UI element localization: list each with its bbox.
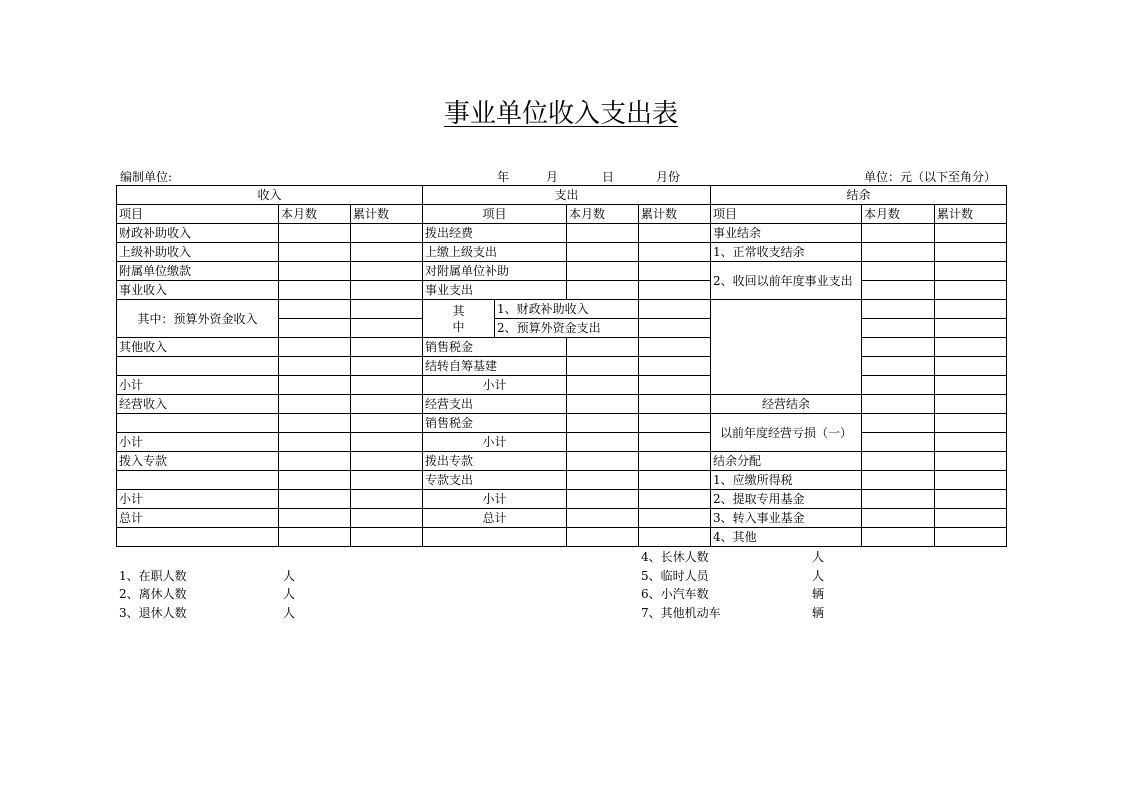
table-row [117,471,1007,490]
column-header-row [117,205,1007,224]
balance-item: 2、收回以前年度事业支出 [711,262,862,300]
expense-section-header: 支出 [423,186,711,205]
value-cell [639,243,711,262]
balance-item: 经营结余 [711,395,862,414]
value-cell [351,338,423,357]
month-period-label: 月份 [656,170,681,184]
income-item-header: 项目 [117,205,279,224]
value-cell [639,300,711,319]
expense-month-header: 本月数 [567,205,639,224]
income-section-header: 收入 [117,186,423,205]
value-cell [351,357,423,376]
value-cell [935,395,1007,414]
footer-temporary-label: 5、临时人员 [641,569,709,583]
table-row [117,433,1007,452]
value-cell [639,509,711,528]
value-cell [279,414,351,433]
value-cell [935,357,1007,376]
expense-item: 事业支出 [423,281,567,300]
footer-long-leave-label: 4、长休人数 [641,550,709,564]
expense-item [423,528,567,547]
value-cell [639,281,711,300]
value-cell [639,414,711,433]
value-cell [567,243,639,262]
footer-employed-unit: 人 [283,569,296,583]
value-cell [862,395,935,414]
value-cell [351,281,423,300]
value-cell [567,281,639,300]
income-item: 经营收入 [117,395,279,414]
value-cell [567,338,639,357]
table-row [117,414,1007,433]
value-cell [351,243,423,262]
value-cell [862,262,935,281]
expense-cumulative-header: 累计数 [639,205,711,224]
value-cell [567,414,639,433]
income-item [117,414,279,433]
value-cell [639,471,711,490]
income-item: 其他收入 [117,338,279,357]
table-row [117,300,1007,319]
table-row [117,281,1007,300]
title-text: 事业单位收入支出表 [443,99,678,129]
value-cell [935,281,1007,300]
balance-item-header: 项目 [711,205,862,224]
expense-item: 专款支出 [423,471,567,490]
value-cell [639,224,711,243]
value-cell [935,243,1007,262]
income-item: 上级补助收入 [117,243,279,262]
expense-item-header: 项目 [423,205,567,224]
expense-item: 销售税金 [423,414,567,433]
value-cell [639,433,711,452]
value-cell [862,224,935,243]
expense-item: 对附属单位补助 [423,262,567,281]
income-month-header: 本月数 [279,205,351,224]
value-cell [279,300,351,319]
page-title [0,96,1122,132]
month-label: 月 [546,170,559,184]
table-row [117,452,1007,471]
value-cell [351,509,423,528]
expense-item: 销售税金 [423,338,567,357]
income-item: 财政补助收入 [117,224,279,243]
expense-item: 小计 [423,490,567,509]
income-item [117,528,279,547]
value-cell [935,433,1007,452]
value-cell [639,262,711,281]
balance-blank-block [711,300,862,395]
value-cell [862,528,935,547]
value-cell [351,433,423,452]
value-cell [935,338,1007,357]
value-cell [567,490,639,509]
footer-retired-unit: 人 [283,606,296,620]
expense-item: 上缴上级支出 [423,243,567,262]
value-cell [862,433,935,452]
value-cell [351,376,423,395]
value-cell [862,376,935,395]
value-cell [935,376,1007,395]
balance-item: 1、应缴所得税 [711,471,862,490]
value-cell [351,300,423,319]
value-cell [279,338,351,357]
income-item: 小计 [117,376,279,395]
value-cell [935,528,1007,547]
value-cell [279,452,351,471]
value-cell [935,414,1007,433]
value-cell [351,528,423,547]
table-row [117,224,1007,243]
expense-of-which-char-2: 中 [452,319,465,334]
income-item: 总计 [117,509,279,528]
income-item [117,357,279,376]
income-cumulative-header: 累计数 [351,205,423,224]
balance-section-header: 结余 [711,186,1007,205]
value-cell [639,490,711,509]
balance-item: 2、提取专用基金 [711,490,862,509]
table-row [117,395,1007,414]
value-cell [862,490,935,509]
value-cell [862,509,935,528]
expense-of-which-char-1: 其 [452,303,465,318]
income-expense-table [116,185,1007,547]
table-row [117,509,1007,528]
value-cell [862,338,935,357]
balance-item: 4、其他 [711,528,862,547]
income-item [117,471,279,490]
balance-cumulative-header: 累计数 [935,205,1007,224]
value-cell [862,281,935,300]
value-cell [567,528,639,547]
value-cell [279,509,351,528]
value-cell [351,490,423,509]
table-row [117,490,1007,509]
footer-long-leave-unit: 人 [812,550,825,564]
section-header-row [117,186,1007,205]
value-cell [862,471,935,490]
value-cell [351,262,423,281]
balance-item: 以前年度经营亏损（一） [711,414,862,452]
value-cell [351,414,423,433]
footer-retired-label: 3、退休人数 [119,606,187,620]
value-cell [935,319,1007,338]
value-cell [935,224,1007,243]
footer-retired-cadre-label: 2、离休人数 [119,587,187,601]
expense-item: 拨出专款 [423,452,567,471]
table-row [117,357,1007,376]
footer-temporary-unit: 人 [812,569,825,583]
table-row [117,262,1007,281]
value-cell [935,471,1007,490]
income-item: 小计 [117,433,279,452]
value-cell [639,376,711,395]
value-cell [279,471,351,490]
value-cell [567,433,639,452]
table-row [117,528,1007,547]
value-cell [279,357,351,376]
value-cell [862,300,935,319]
value-cell [567,262,639,281]
value-cell [862,414,935,433]
table-row [117,338,1007,357]
value-cell [351,452,423,471]
value-cell [279,376,351,395]
value-cell [351,471,423,490]
footer-other-vehicles-unit: 辆 [812,606,825,620]
value-cell [351,319,423,338]
prepared-by-label: 编制单位: [120,170,173,184]
value-cell [639,452,711,471]
value-cell [935,509,1007,528]
value-cell [279,281,351,300]
value-cell [351,395,423,414]
value-cell [862,243,935,262]
value-cell [279,224,351,243]
footer-cars-label: 6、小汽车数 [641,587,709,601]
footer-other-vehicles-label: 7、其他机动车 [641,606,721,620]
value-cell [567,509,639,528]
value-cell [639,528,711,547]
value-cell [567,224,639,243]
income-item: 事业收入 [117,281,279,300]
expense-item: 1、财政补助收入 [495,300,639,319]
expense-item: 经营支出 [423,395,567,414]
value-cell [862,319,935,338]
value-cell [279,528,351,547]
footer-retired-cadre-unit: 人 [283,587,296,601]
value-cell [279,319,351,338]
expense-item: 拨出经费 [423,224,567,243]
value-cell [279,395,351,414]
value-cell [639,357,711,376]
value-cell [567,376,639,395]
balance-item: 1、正常收支结余 [711,243,862,262]
day-label: 日 [602,170,615,184]
balance-item: 事业结余 [711,224,862,243]
income-item: 其中：预算外资金收入 [117,300,279,338]
balance-item: 3、转入事业基金 [711,509,862,528]
value-cell [351,224,423,243]
value-cell [279,433,351,452]
table-row [117,243,1007,262]
value-cell [862,357,935,376]
expense-item: 结转自筹基建 [423,357,567,376]
value-cell [935,262,1007,281]
expense-item: 小计 [423,433,567,452]
value-cell [862,452,935,471]
value-cell [567,452,639,471]
balance-month-header: 本月数 [862,205,935,224]
expense-item: 小计 [423,376,567,395]
year-label: 年 [497,170,510,184]
value-cell [639,319,711,338]
expense-item: 2、预算外资金支出 [495,319,639,338]
value-cell [279,490,351,509]
value-cell [935,490,1007,509]
value-cell [279,243,351,262]
footer-cars-unit: 辆 [812,587,825,601]
balance-item: 结余分配 [711,452,862,471]
income-item: 拨入专款 [117,452,279,471]
value-cell [567,357,639,376]
footer-employed-label: 1、在职人数 [119,569,187,583]
expense-of-which-label [423,300,495,338]
value-cell [279,262,351,281]
value-cell [639,395,711,414]
value-cell [639,338,711,357]
expense-item: 总计 [423,509,567,528]
income-item: 附属单位缴款 [117,262,279,281]
table-row [117,376,1007,395]
value-cell [567,471,639,490]
value-cell [935,300,1007,319]
value-cell [567,395,639,414]
income-item: 小计 [117,490,279,509]
currency-unit-label: 单位：元（以下至角分） [864,170,997,184]
value-cell [935,452,1007,471]
